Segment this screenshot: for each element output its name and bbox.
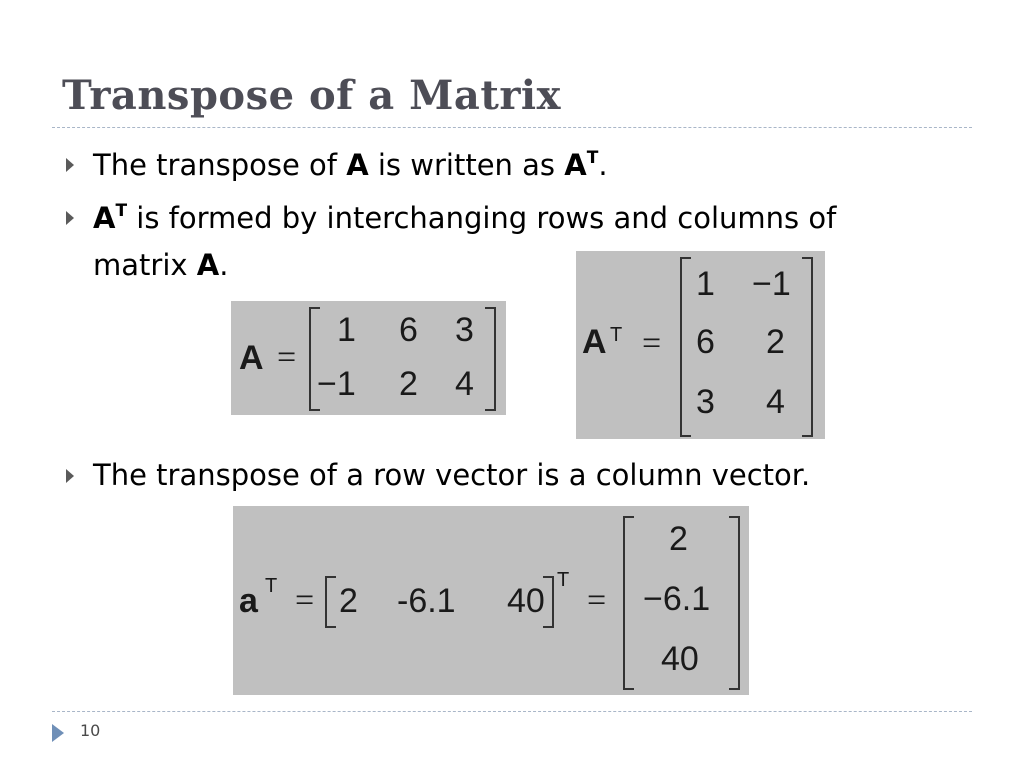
matrix-cell: 6	[399, 311, 418, 349]
bullet-2-superscript: T	[115, 201, 128, 221]
matrix-cell: 1	[337, 311, 356, 349]
matrix-cell: 3	[455, 311, 474, 349]
vector-transpose-image	[233, 506, 749, 695]
matrix-a-symbol: A	[239, 339, 264, 377]
matrix-cell: 3	[696, 383, 715, 421]
matrix-cell: −1	[752, 265, 791, 303]
slide-title: Transpose of a Matrix	[62, 72, 561, 119]
row-vector-cell: -6.1	[397, 582, 456, 620]
column-vector-cell: 2	[669, 520, 688, 558]
footer-divider	[52, 711, 972, 712]
right-bracket	[485, 307, 496, 411]
matrix-a-transpose-symbol: A	[582, 323, 607, 361]
left-bracket	[325, 576, 336, 628]
matrix-cell: 2	[399, 365, 418, 403]
bullet-1	[93, 142, 608, 189]
slide-marker-icon	[52, 724, 64, 742]
bullet-arrow-icon	[66, 211, 74, 225]
matrix-cell: 4	[455, 365, 474, 403]
equals-sign: =	[277, 339, 297, 376]
bullet-2-bold-a: A	[93, 201, 116, 235]
transpose-superscript: T	[557, 569, 570, 591]
title-divider	[52, 127, 972, 128]
matrix-a-transpose-image	[576, 251, 825, 439]
vector-symbol: a	[239, 582, 258, 620]
row-vector-cell: 2	[339, 582, 358, 620]
bullet-3-text: The transpose of a row vector is a column vector.	[93, 458, 811, 492]
matrix-cell: 6	[696, 323, 715, 361]
right-bracket	[802, 257, 813, 437]
bullet-3	[93, 452, 810, 499]
bullet-1-bold-b: A	[564, 148, 587, 182]
bullet-2-line-2: matrix	[93, 248, 197, 282]
bullet-2-line-1: is formed by interchanging rows and columns of	[127, 201, 837, 235]
left-bracket	[680, 257, 691, 437]
transpose-superscript: T	[610, 324, 623, 346]
row-vector-cell: 40	[507, 582, 545, 620]
bullet-2-bold-b: A	[196, 248, 220, 282]
right-bracket	[543, 576, 554, 628]
bullet-1-superscript: T	[586, 148, 599, 168]
matrix-a-image	[231, 301, 506, 415]
matrix-cell: 4	[766, 383, 785, 421]
column-vector-cell: −6.1	[643, 580, 711, 618]
bullet-1-text-b: is written as	[368, 148, 565, 182]
bullet-1-bold-a: A	[346, 148, 369, 182]
slide-number: 10	[80, 721, 101, 740]
matrix-cell: 1	[696, 265, 715, 303]
bullet-1-text-a: The transpose of	[93, 148, 347, 182]
equals-sign: =	[295, 582, 315, 619]
column-vector-cell: 40	[661, 640, 699, 678]
bullet-arrow-icon	[66, 469, 74, 483]
right-bracket	[729, 516, 740, 690]
bullet-2-text-c: .	[219, 248, 229, 282]
matrix-cell: 2	[766, 323, 785, 361]
equals-sign: =	[642, 325, 662, 362]
bullet-arrow-icon	[66, 158, 74, 172]
transpose-superscript: T	[265, 575, 278, 597]
left-bracket	[623, 516, 634, 690]
bullet-1-text-c: .	[598, 148, 608, 182]
matrix-cell: −1	[317, 365, 356, 403]
equals-sign: =	[587, 582, 607, 619]
